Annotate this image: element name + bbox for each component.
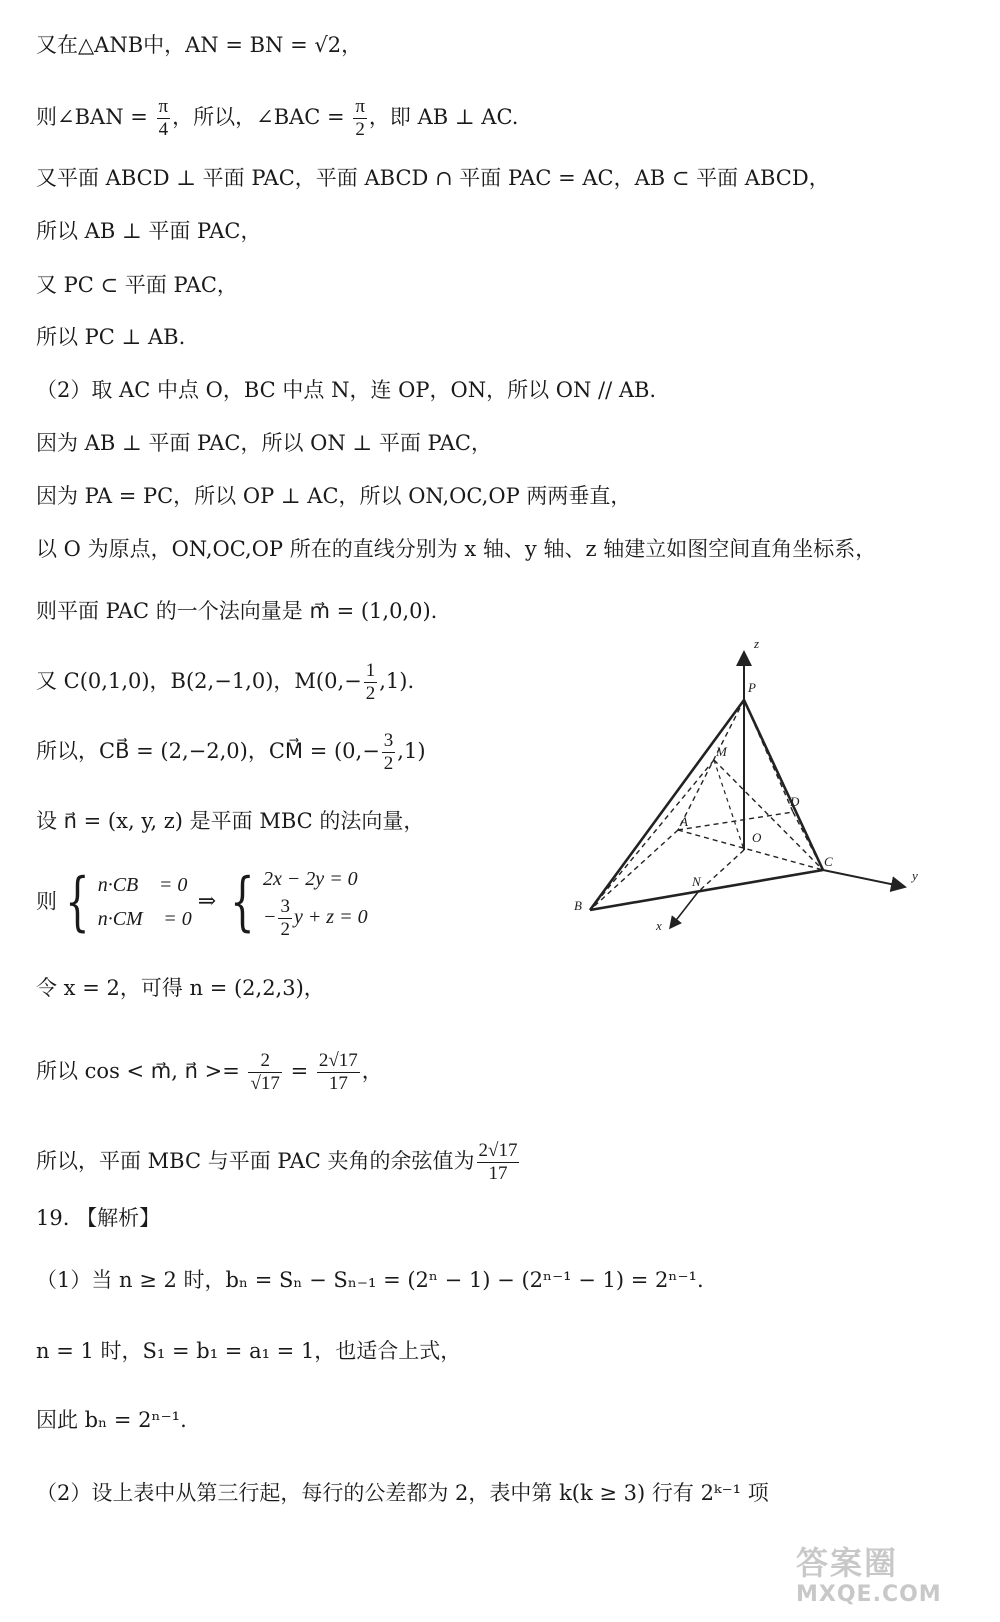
equation-prefix: 则 — [36, 889, 57, 914]
label-M: M — [716, 744, 727, 759]
text-line-13-part-b: ,1) — [397, 739, 426, 763]
implies-arrow: ⇒ — [197, 888, 217, 914]
fraction-three-halves-b: $\frac{3}{2}$ — [280, 896, 290, 940]
fraction-2-over-root17: $\frac{2}{√17}$ — [250, 1050, 280, 1094]
label-C: C — [824, 854, 833, 869]
text-line-1: 又在△ANB中，AN = BN = √2， — [36, 33, 363, 57]
text-line-7: （2）取 AC 中点 O，BC 中点 N，连 OP，ON，所以 ON // AB. — [36, 378, 657, 402]
system-right — [263, 862, 368, 941]
text-line-2-part-a: 则∠BAN = — [36, 105, 155, 129]
edge-AC — [678, 830, 823, 870]
text-line-13-part-a: 所以，CB⃗ = (2,−2,0)，CM⃗ = (0,− — [36, 739, 380, 763]
system-row-4: − $\frac{3}{2}$ y + z = 0 — [262, 896, 368, 940]
label-y: y — [912, 868, 918, 883]
edge-BC — [590, 870, 823, 910]
system-row-3: 2x − 2y = 0 — [262, 868, 358, 890]
text-line-5: 又 PC ⊂ 平面 PAC， — [36, 273, 238, 297]
y-axis — [823, 870, 905, 887]
text-line-17 — [36, 1050, 383, 1095]
site-watermark — [796, 1544, 992, 1616]
x-axis — [670, 892, 698, 928]
text-line-18-part-a: 所以，平面 MBC 与平面 PAC 夹角的余弦值为 — [36, 1149, 475, 1173]
problem-19-header: 19. 【解析】 — [36, 1206, 161, 1230]
text-line-18 — [36, 1140, 521, 1185]
text-line-23: （2）设上表中从第三行起，每行的公差都为 2，表中第 k(k ≥ 3) 行有 2ᵏ⁻¹ 项 — [36, 1481, 769, 1505]
text-line-4: 所以 AB ⊥ 平面 PAC， — [36, 219, 262, 243]
edge-DC — [793, 812, 823, 870]
text-line-10: 以 O 为原点，ON,OC,OP 所在的直线分别为 x 轴、y 轴、z 轴建立如图空间直角坐标系， — [36, 537, 877, 561]
equation-system — [36, 862, 368, 941]
label-A: A — [680, 814, 688, 829]
label-D: D — [790, 794, 800, 809]
edge-PD — [744, 700, 793, 812]
label-P: P — [748, 680, 756, 695]
left-brace-1: { — [65, 864, 90, 939]
edge-AD — [678, 812, 793, 830]
label-B: B — [574, 898, 582, 913]
text-line-14: 设 n⃗ = (x, y, z) 是平面 MBC 的法向量， — [36, 809, 425, 833]
system-row-1: n·CB⃗ = 0 — [97, 873, 188, 896]
text-line-12 — [36, 660, 414, 705]
text-line-17-part-a: 所以 cos < m⃗, n⃗ >= — [36, 1059, 247, 1083]
label-O: O — [752, 830, 762, 845]
fraction-answer: $\frac{2√17}{17}$ — [478, 1140, 518, 1184]
text-line-17-part-c: ， — [361, 1059, 383, 1083]
fraction-pi-over-2: $\frac{\pi}{2}$ — [355, 96, 365, 140]
fraction-three-halves-a: $\frac{3}{2}$ — [383, 730, 394, 774]
edge-PB — [590, 700, 744, 910]
text-line-21: n = 1 时，S₁ = b₁ = a₁ = 1，也适合上式， — [36, 1339, 462, 1363]
text-line-2-part-c: ，即 AB ⊥ AC. — [368, 105, 519, 129]
text-line-16: 令 x = 2，可得 n = (2,2,3)， — [36, 976, 325, 1000]
text-line-9: 因为 PA = PC，所以 OP ⊥ AC，所以 ON,OC,OP 两两垂直， — [36, 484, 632, 508]
text-line-6: 所以 PC ⊥ AB. — [36, 325, 186, 349]
text-line-12-part-a: 又 C(0,1,0)，B(2,−1,0)，M(0,− — [36, 669, 362, 693]
left-brace-2: { — [230, 864, 255, 939]
segment-MO — [714, 760, 744, 850]
text-line-20: （1）当 n ≥ 2 时，bₙ = Sₙ − Sₙ₋₁ = (2ⁿ − 1) − (2ⁿ⁻¹ − 1) = 2ⁿ⁻¹. — [36, 1268, 704, 1292]
text-line-22: 因此 bₙ = 2ⁿ⁻¹. — [36, 1408, 187, 1432]
segment-MC — [714, 760, 823, 870]
text-line-13 — [36, 730, 426, 775]
label-z: z — [754, 636, 760, 651]
text-line-12-part-b: ,1). — [379, 669, 415, 693]
system-row-2: n·CM⃗ = 0 — [97, 907, 192, 930]
fraction-2root17-over-17: $\frac{2√17}{17}$ — [318, 1050, 358, 1094]
text-line-2 — [36, 96, 518, 141]
text-line-3: 又平面 ABCD ⊥ 平面 PAC，平面 ABCD ∩ 平面 PAC = AC，AB ⊂ 平面 ABCD， — [36, 166, 830, 190]
text-line-17-part-b: = — [283, 1059, 315, 1083]
text-line-8: 因为 AB ⊥ 平面 PAC，所以 ON ⊥ 平面 PAC， — [36, 431, 492, 455]
text-line-2-part-b: ，所以，∠BAC = — [172, 105, 352, 129]
watermark-logo-text: 答案圈 — [796, 1544, 899, 1582]
edge-PA — [678, 700, 744, 830]
system-left — [98, 868, 192, 936]
fraction-one-half: $\frac{1}{2}$ — [365, 660, 376, 704]
text-line-11: 则平面 PAC 的一个法向量是 m⃗ = (1,0,0). — [36, 599, 438, 623]
label-N: N — [692, 874, 701, 889]
pyramid-coordinate-figure — [568, 630, 948, 940]
fraction-pi-over-4: $\frac{\pi}{4}$ — [158, 96, 169, 140]
watermark-url: MXQE.COM — [796, 1582, 942, 1607]
label-x: x — [656, 918, 662, 933]
